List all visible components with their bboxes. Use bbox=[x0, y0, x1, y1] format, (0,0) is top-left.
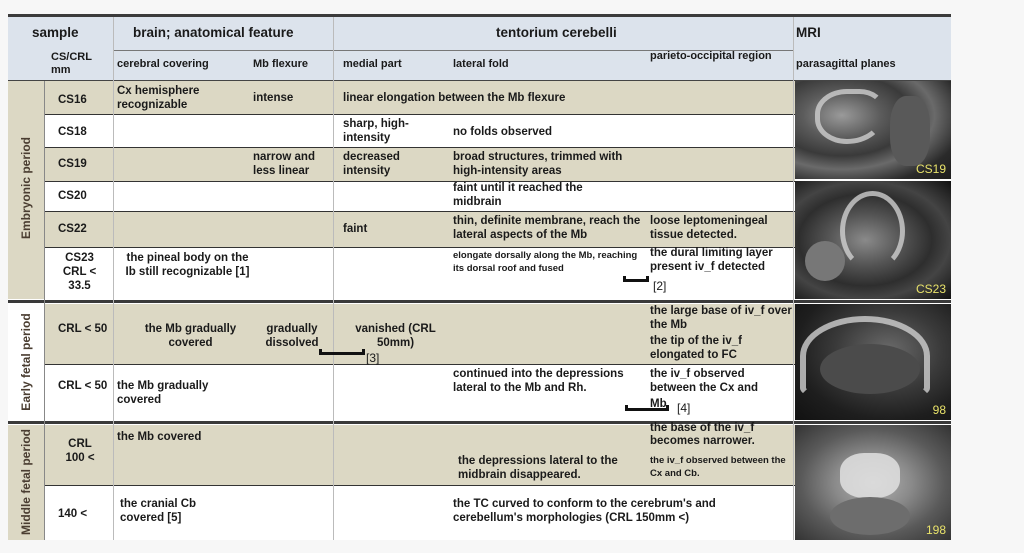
sample-cs23: CS23 CRL < 33.5 bbox=[62, 252, 97, 292]
sample-crl100: CRL 100 < bbox=[65, 438, 95, 464]
sample-cs20: CS20 bbox=[58, 190, 87, 202]
period-middle-fetal: Middle fetal period bbox=[19, 429, 33, 536]
header-cs-crl: CS/CRL mm bbox=[51, 51, 92, 76]
cs22-parieto: loose leptomeningeal tissue detected. bbox=[650, 215, 768, 241]
table-row bbox=[8, 181, 795, 211]
crl100-parieto-1: the base of the iv_f becomes narrower. bbox=[650, 422, 755, 447]
ref-4: [4] bbox=[677, 401, 691, 415]
crl50a-flexure: gradually dissolved bbox=[265, 323, 319, 349]
crl100-parieto-2: the iv_f observed between the Cx and Cb. bbox=[650, 455, 786, 479]
bracket-3 bbox=[319, 349, 365, 355]
period-early-fetal: Early fetal period bbox=[19, 313, 33, 411]
cs23-covering: the pineal body on the Ib still recognizable [1] bbox=[125, 252, 250, 278]
mri-image-cs19 bbox=[795, 81, 951, 179]
crl50a-parieto-2: the tip of the iv_f elongated to FC bbox=[650, 335, 742, 361]
mri-label: CS19 bbox=[915, 162, 946, 176]
cs23-lateral: elongate dorsally along the Mb, reaching its dorsal roof and fused bbox=[453, 250, 638, 274]
mri-label: 198 bbox=[925, 523, 946, 537]
crl100-lateral: the depressions lateral to the midbrain disappeared. bbox=[458, 455, 618, 481]
header-cerebral-covering: cerebral covering bbox=[117, 58, 209, 70]
crl100-covering: the Mb covered bbox=[117, 431, 202, 443]
crl50a-parieto-1: the large base of iv_f over the Mb bbox=[650, 305, 792, 331]
header-mb-flexure: Mb flexure bbox=[253, 58, 309, 70]
cs19-lateral: broad structures, trimmed with high-intensity areas bbox=[453, 151, 623, 177]
sample-crl50a: CRL < 50 bbox=[58, 323, 108, 335]
crl50a-covering: the Mb gradually covered bbox=[144, 323, 237, 349]
crl140-lateral: the TC curved to conform to the cerebrum's and cerebellum's morphologies (CRL 150mm <) bbox=[453, 498, 716, 524]
cs23-parieto: the dural limiting layer present iv_f detected bbox=[650, 247, 773, 273]
sample-cs16: CS16 bbox=[58, 94, 87, 106]
cs22-lateral: thin, definite membrane, reach the lateral aspects of the Mb bbox=[453, 215, 641, 241]
sample-cs22: CS22 bbox=[58, 223, 87, 235]
cs18-medial: sharp, high-intensity bbox=[343, 118, 409, 144]
crl50b-parieto-1: the iv_f observed between the Cx and bbox=[650, 368, 758, 394]
crl50b-covering: the Mb gradually covered bbox=[117, 380, 209, 406]
cs18-lateral: no folds observed bbox=[453, 126, 553, 138]
header-parieto-occipital: parieto-occipital region bbox=[650, 50, 772, 62]
header-medial-part: medial part bbox=[343, 58, 402, 70]
crl50b-lateral: continued into the depressions lateral to the Mb and Rh. bbox=[453, 368, 624, 394]
ref-2: [2] bbox=[653, 279, 667, 293]
cs20-lateral: faint until it reached the midbrain bbox=[453, 182, 583, 208]
mri-label: CS23 bbox=[915, 282, 946, 296]
mri-image-cs23 bbox=[795, 181, 951, 299]
sample-crl50b: CRL < 50 bbox=[58, 380, 108, 392]
crl50a-medial: vanished (CRL 50mm) bbox=[355, 323, 436, 349]
cs16-flexure: intense bbox=[253, 92, 294, 104]
header-lateral-fold: lateral fold bbox=[453, 58, 509, 70]
cs22-medial: faint bbox=[343, 223, 368, 235]
crl50b-parieto-2: Mb bbox=[650, 398, 667, 410]
header-mri: MRI bbox=[796, 25, 821, 40]
cs16-covering: Cx hemisphere recognizable bbox=[117, 85, 200, 111]
cs19-medial: decreased intensity bbox=[343, 151, 400, 177]
mri-image-198 bbox=[795, 425, 951, 540]
header-brain: brain; anatomical feature bbox=[133, 25, 294, 40]
bracket-4 bbox=[625, 405, 669, 411]
header-parasagittal: parasagittal planes bbox=[796, 58, 896, 70]
mri-image-98 bbox=[795, 304, 951, 420]
period-embryonic: Embryonic period bbox=[19, 136, 33, 240]
sample-cs19: CS19 bbox=[58, 158, 87, 170]
crl140-covering: the cranial Cb covered [5] bbox=[120, 498, 197, 524]
header-sample: sample bbox=[32, 25, 79, 40]
table bbox=[8, 14, 951, 540]
ref-3: [3] bbox=[366, 351, 380, 365]
sample-crl140: 140 < bbox=[58, 508, 88, 520]
sample-cs18: CS18 bbox=[58, 126, 87, 138]
bracket-2 bbox=[623, 276, 649, 282]
mri-label: 98 bbox=[932, 403, 946, 417]
cs19-flexure: narrow and less linear bbox=[253, 151, 315, 177]
header-tentorium: tentorium cerebelli bbox=[496, 25, 617, 40]
cs16-medial: linear elongation between the Mb flexure bbox=[343, 92, 566, 104]
